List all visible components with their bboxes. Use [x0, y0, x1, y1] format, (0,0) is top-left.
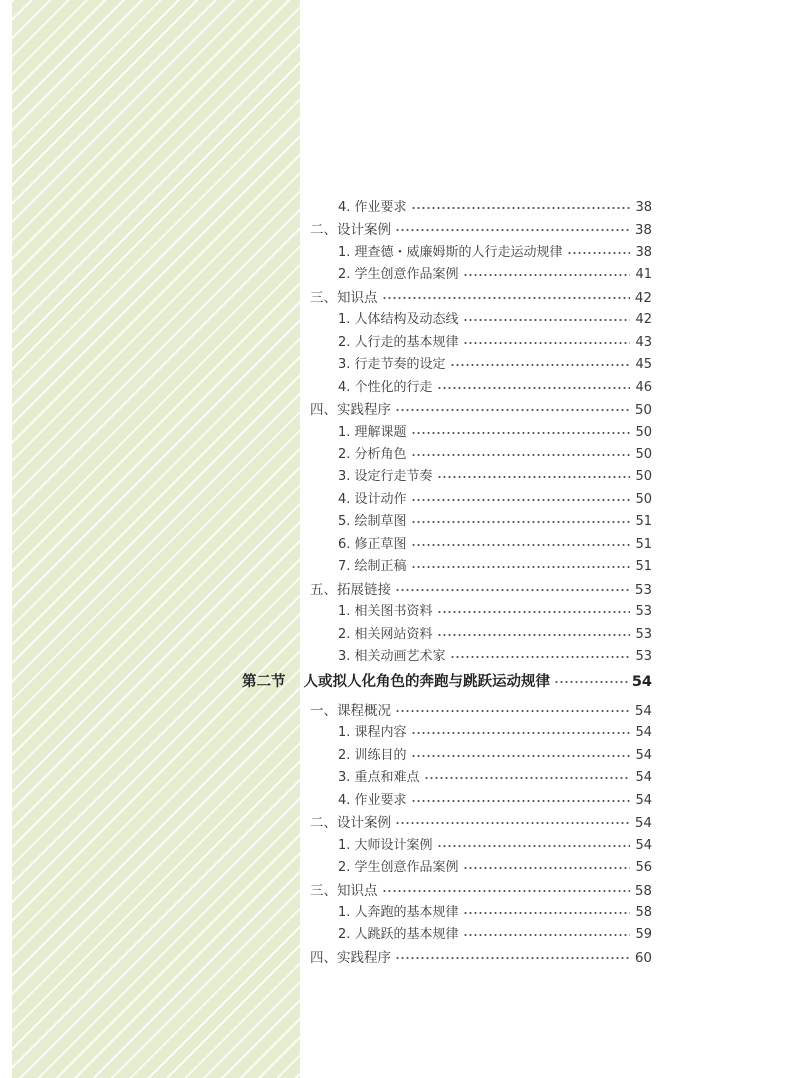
toc-section-number: 第二节 [242, 674, 286, 691]
dot-leader [411, 489, 630, 511]
toc-entry-label: 2. 学生创意作品案例 [338, 860, 459, 876]
dot-leader [437, 377, 630, 399]
toc-entry[interactable] [338, 790, 652, 812]
toc-entry-label: 二、设计案例 [310, 815, 391, 832]
toc-entry[interactable] [338, 197, 652, 219]
dot-leader [411, 444, 630, 466]
toc-entry[interactable] [310, 579, 652, 601]
toc-entry[interactable] [338, 835, 652, 857]
toc-entry[interactable] [338, 242, 652, 264]
toc-page-number: 53 [635, 626, 652, 642]
toc-entry-label: 1. 大师设计案例 [338, 837, 433, 853]
toc-page-number: 46 [635, 379, 652, 395]
toc-entry-label: 2. 训练目的 [338, 747, 407, 763]
dot-leader [411, 197, 630, 219]
toc-entry[interactable] [338, 624, 652, 646]
toc-entry[interactable] [338, 466, 652, 488]
dot-leader [395, 579, 630, 601]
toc-page-number: 59 [635, 927, 652, 943]
toc-page-number: 50 [635, 446, 652, 462]
toc-entry-label: 三、知识点 [310, 882, 378, 899]
dot-leader [567, 242, 630, 264]
dot-leader [437, 466, 630, 488]
toc-page-number: 54 [634, 815, 652, 832]
dot-leader [411, 534, 630, 556]
toc-entry[interactable] [338, 902, 652, 924]
toc-entry-label: 二、设计案例 [310, 222, 391, 239]
toc-entry-label: 3. 相关动画艺术家 [338, 649, 446, 664]
toc-page-number: 38 [634, 222, 652, 239]
toc-entry-label: 1. 相关图书资料 [338, 604, 433, 620]
toc-page-number: 54 [631, 674, 652, 691]
toc-entry-label: 4. 作业要求 [338, 200, 407, 215]
dot-leader [463, 309, 630, 331]
toc-entry-label: 一、课程概况 [310, 702, 391, 719]
toc-page-number: 50 [635, 469, 652, 485]
toc-entry-label: 3. 重点和难点 [338, 770, 420, 786]
toc-entry-label: 7. 绘制正稿 [338, 559, 407, 575]
dot-leader [395, 812, 630, 834]
toc-page-number: 53 [635, 604, 652, 620]
toc-entry-label: 3. 设定行走节奏 [338, 469, 433, 485]
dot-leader [395, 947, 630, 969]
toc-entry[interactable] [338, 857, 652, 879]
toc-page-number: 38 [635, 244, 652, 260]
toc-entry[interactable] [338, 924, 652, 946]
toc-section-heading[interactable] [242, 671, 652, 693]
dot-leader [463, 332, 630, 354]
toc-entry-label: 4. 作业要求 [338, 792, 407, 808]
dot-leader [411, 422, 630, 444]
toc-page-number: 60 [634, 949, 652, 966]
toc-page-number: 50 [635, 424, 652, 440]
dot-leader [382, 880, 631, 902]
toc-entry-label: 2. 人行走的基本规律 [338, 334, 459, 350]
dot-leader [554, 671, 628, 693]
toc-entry-label: 三、知识点 [310, 289, 378, 306]
toc-entry-label: 6. 修正草图 [338, 536, 407, 552]
toc-page-number: 54 [635, 725, 652, 741]
toc-page-number: 50 [634, 402, 652, 419]
dot-leader [395, 219, 630, 241]
toc-page-number: 56 [635, 860, 652, 876]
toc-page-number: 54 [635, 837, 652, 853]
toc-page-number: 51 [635, 536, 652, 552]
toc-page-number: 54 [635, 747, 652, 763]
toc-entry-label: 1. 理查德・威廉姆斯的人行走运动规律 [338, 244, 563, 260]
toc-entry-label: 3. 行走节奏的设定 [338, 357, 446, 373]
dot-leader [411, 722, 630, 744]
dot-leader [424, 767, 630, 789]
toc-page-number: 50 [635, 491, 652, 507]
toc-entry[interactable] [310, 947, 652, 969]
dot-leader [437, 601, 630, 623]
toc-page-number: 53 [635, 649, 652, 664]
dot-leader [382, 287, 631, 309]
toc-entry[interactable] [338, 745, 652, 767]
dot-leader [411, 790, 630, 812]
dot-leader [411, 511, 630, 533]
toc-entry[interactable] [338, 332, 652, 354]
toc-entry[interactable] [310, 287, 652, 309]
toc-section-title: 人或拟人化角色的奔跑与跳跃运动规律 [303, 674, 550, 691]
toc-page-number: 54 [634, 702, 652, 719]
dot-leader [395, 700, 630, 722]
dot-leader [450, 646, 630, 668]
toc-entry-label: 2. 相关网站资料 [338, 626, 433, 642]
toc-entry-label: 2. 人跳跃的基本规律 [338, 927, 459, 943]
toc-entry[interactable] [338, 422, 652, 444]
toc-entry-label: 1. 人体结构及动态线 [338, 312, 459, 328]
toc-entry[interactable] [338, 534, 652, 556]
toc-entry[interactable] [310, 399, 652, 421]
toc-entry[interactable] [338, 489, 652, 511]
dot-leader [463, 902, 630, 924]
toc-page-number: 42 [635, 312, 652, 328]
toc-entry-label: 1. 理解课题 [338, 424, 407, 440]
toc-entry[interactable] [338, 377, 652, 399]
toc-entry-label: 5. 绘制草图 [338, 514, 407, 530]
dot-leader [411, 556, 630, 578]
toc-page-number: 41 [635, 267, 652, 283]
toc-entry-label: 五、拓展链接 [310, 581, 391, 598]
toc-entry[interactable] [338, 601, 652, 623]
toc-entry[interactable] [338, 444, 652, 466]
toc-entry-label: 4. 个性化的行走 [338, 379, 433, 395]
toc-entry[interactable] [338, 646, 652, 668]
toc-entry-label: 4. 设计动作 [338, 491, 407, 507]
toc-entry[interactable] [338, 556, 652, 578]
toc-entry[interactable] [338, 511, 652, 533]
toc-entry[interactable] [310, 700, 652, 722]
toc-entry-label: 四、实践程序 [310, 402, 391, 419]
toc-entry[interactable] [310, 219, 652, 241]
toc-page-number: 58 [634, 882, 652, 899]
toc-entry[interactable] [310, 880, 652, 902]
toc-entry-label: 1. 人奔跑的基本规律 [338, 904, 459, 920]
toc-page-number: 51 [635, 514, 652, 530]
toc-page-number: 43 [635, 334, 652, 350]
toc-page-number: 54 [635, 770, 652, 786]
dot-leader [395, 399, 630, 421]
toc-entry[interactable] [310, 812, 652, 834]
toc-page-number: 54 [635, 792, 652, 808]
toc-entry[interactable] [338, 264, 652, 286]
dot-leader [463, 924, 630, 946]
toc-entry[interactable] [338, 354, 652, 376]
dot-leader [437, 835, 630, 857]
toc-entry[interactable] [338, 767, 652, 789]
dot-leader [450, 354, 630, 376]
toc-page-number: 51 [635, 559, 652, 575]
toc-entry[interactable] [338, 309, 652, 331]
dot-leader [411, 745, 630, 767]
toc-page-number: 45 [635, 357, 652, 373]
toc-entry-label [242, 671, 550, 693]
toc-entry-label: 2. 分析角色 [338, 446, 407, 462]
dot-leader [437, 624, 630, 646]
dot-leader [463, 857, 630, 879]
toc-page-number: 38 [635, 200, 652, 215]
toc-entry-label: 1. 课程内容 [338, 725, 407, 741]
toc-page-number: 58 [635, 904, 652, 920]
toc-page-number: 42 [634, 289, 652, 306]
toc-entry-label: 2. 学生创意作品案例 [338, 267, 459, 283]
toc-entry-label: 四、实践程序 [310, 949, 391, 966]
toc-page-number: 53 [634, 581, 652, 598]
toc-entry[interactable] [338, 722, 652, 744]
dot-leader [463, 264, 630, 286]
